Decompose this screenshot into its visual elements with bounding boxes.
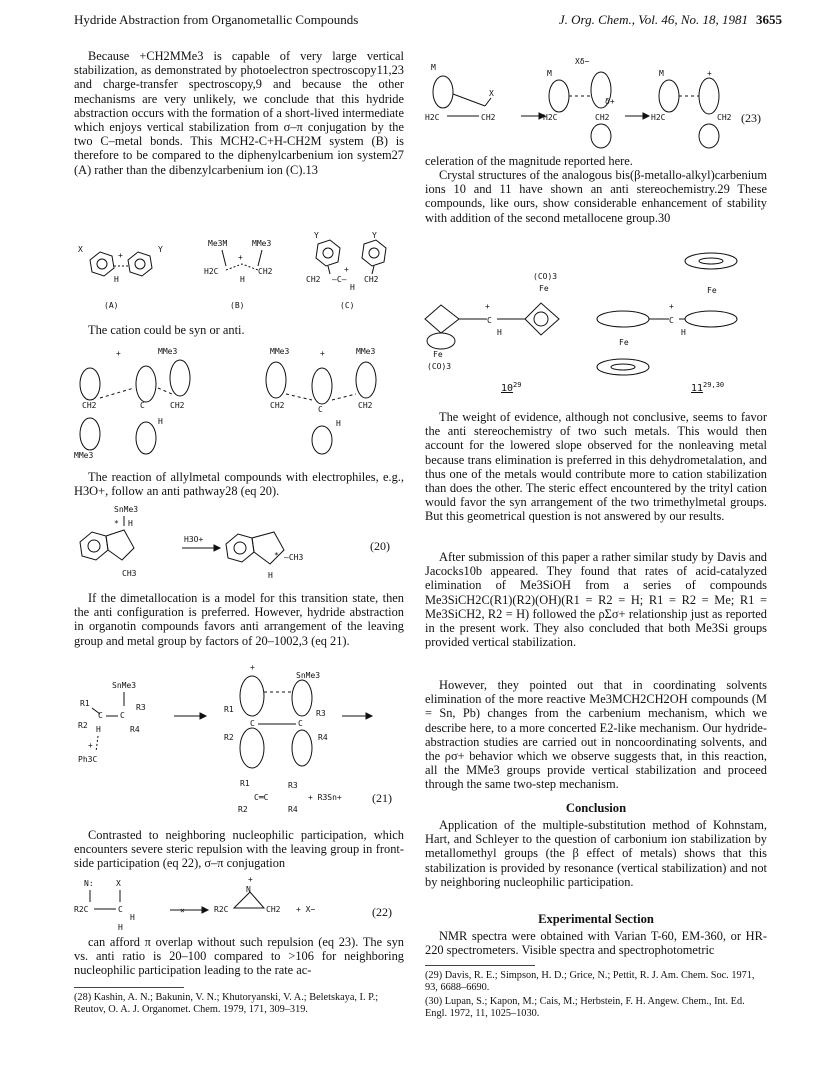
svg-text:X: X — [489, 89, 494, 98]
svg-text:H: H — [118, 923, 123, 932]
svg-text:R2C: R2C — [74, 905, 89, 914]
svg-text:R2: R2 — [238, 805, 248, 814]
eq23-stage-2 — [543, 57, 615, 148]
svg-text:C: C — [487, 316, 492, 325]
svg-text:C: C — [298, 719, 303, 728]
svg-text:H: H — [114, 275, 119, 284]
svg-text:R1: R1 — [224, 705, 234, 714]
svg-text:M: M — [431, 63, 436, 72]
svg-text:R4: R4 — [130, 725, 140, 734]
svg-text:R3: R3 — [136, 703, 146, 712]
svg-text:H: H — [497, 328, 502, 337]
svg-text:M: M — [547, 69, 552, 78]
page-number: 3655 — [756, 12, 782, 27]
svg-text:+: + — [669, 302, 674, 311]
left-paragraph-1: Because +CH2MMe3 is capable of very large vertical stabilization, as demonstrated by photoelectron spectroscopy11,23 and charge-transfer spectroscopy,9 and because the other mechanisms are very unlikely, we conclude that this hydride abstraction occurs with the formation of a short-lived intermediate which enjoys vertical stabilization from σ–π conjugation by the two C–metal bonds. This MCH2-C+H-CH2M system (B) is therefore to be compared to the diphenylcarbenium ion system27 (A) rather than the dibenzylcarbenium ion (C).13 — [74, 49, 404, 177]
svg-text:(CO)3: (CO)3 — [533, 272, 558, 281]
experimental-heading: Experimental Section — [538, 912, 654, 926]
svg-text:CH2: CH2 — [595, 113, 610, 122]
svg-text:R1: R1 — [240, 779, 250, 788]
svg-text:+: + — [238, 253, 243, 262]
svg-text:H: H — [268, 571, 273, 580]
svg-text:Me3M: Me3M — [208, 239, 228, 248]
running-header-title: Hydride Abstraction from Organometallic Compounds — [74, 12, 359, 27]
equation-number-23: (23) — [741, 111, 761, 125]
svg-text:R4: R4 — [318, 733, 328, 742]
svg-text:+: + — [707, 69, 712, 78]
scheme-eq21 — [74, 662, 404, 822]
svg-text:+: + — [344, 265, 349, 274]
svg-text:C═C: C═C — [254, 793, 269, 802]
svg-text:CH2: CH2 — [258, 267, 273, 276]
svg-text:H2C: H2C — [543, 113, 558, 122]
compound-11 — [597, 253, 737, 394]
label-b: (B) — [230, 301, 245, 310]
svg-text:R1: R1 — [80, 699, 90, 708]
equation-number-20: (20) — [370, 539, 390, 553]
svg-text:Y: Y — [372, 231, 377, 240]
right-paragraph-2: Crystal structures of the analogous bis(β-metallo-alkyl)carbenium ions 10 and 11 have shown an anti stereochemistry.29 These compounds, like ours, show considerable enhancement of stability with addition of the second metallocene group.30 — [425, 168, 767, 225]
right-paragraph-5: However, they pointed out that in coordinating solvents elimination of the more reactive Me3MCH2CH2OH compounds (M = Sn, Pb) changes from the carbenium mechanism, which we describe here, to a more concerted E2-like mechanism. Our hydride-abstraction studies are carried out in noncoordinating solvents, and the ρσ+ behavior which we observe suggests that, in this reaction, all the MMe3 groups provide vertical stabilization and proceed through the same two-step mechanism. — [425, 678, 767, 792]
svg-text:SnMe3: SnMe3 — [114, 505, 139, 514]
scheme-eq22 — [74, 872, 404, 932]
svg-text:+: + — [88, 741, 93, 750]
svg-text:C: C — [140, 401, 145, 410]
scheme-eq23 — [425, 50, 767, 150]
footnote-30: (30) Lupan, S.; Kapon, M.; Cais, M.; Herbstein, F. H. Angew. Chem., Int. Ed. Engl. 1972, 11, 1025–1030. — [425, 996, 745, 1019]
svg-text:H: H — [350, 283, 355, 292]
svg-text:CH2: CH2 — [270, 401, 285, 410]
svg-text:CH2: CH2 — [358, 401, 373, 410]
svg-text:X: X — [116, 879, 121, 888]
eq21-reactant — [78, 681, 146, 764]
svg-text:C: C — [250, 719, 255, 728]
svg-text:+ X−: + X− — [296, 905, 316, 914]
svg-text:CH2: CH2 — [717, 113, 732, 122]
left-paragraph-2: The cation could be syn or anti. — [88, 323, 245, 337]
svg-text:H: H — [240, 275, 245, 284]
scheme-syn-anti — [74, 342, 404, 460]
svg-text:+: + — [250, 663, 255, 672]
eq23-stage-1 — [425, 63, 496, 122]
right-paragraph-3: The weight of evidence, although not conclusive, seems to favor the anti stereochemistry of two such metals. This would then account for the lowered slope observed for the nonleaving metal because trans elimination is preferred in this dehydrometalation, and thus one of the metals would contribute more to cation stabilization than does the other. The steric effect encountered by the trityl cation would favor the syn arrangement of the two trimethylmetal groups. But this geometrical question is not answered by our results. — [425, 410, 767, 524]
svg-text:Fe: Fe — [539, 284, 549, 293]
label-c: (C) — [340, 301, 355, 310]
svg-text:MMe3: MMe3 — [270, 347, 290, 356]
right-paragraph-1: celeration of the magnitude reported here. — [425, 154, 633, 168]
indene-product — [226, 532, 303, 580]
svg-text:*: * — [114, 519, 119, 528]
journal-citation: J. Org. Chem., Vol. 46, No. 18, 1981 — [558, 12, 748, 27]
syn-orbital-structure — [74, 347, 190, 460]
svg-text:*: * — [274, 551, 279, 560]
svg-text:Y: Y — [158, 245, 163, 254]
svg-text:R2: R2 — [78, 721, 88, 730]
footnote-rule-left — [74, 987, 184, 988]
svg-text:CH2: CH2 — [306, 275, 321, 284]
svg-text:+ R3Sn+: + R3Sn+ — [308, 793, 342, 802]
indene-reactant — [80, 505, 138, 578]
svg-text:M: M — [659, 69, 664, 78]
scheme-eq20 — [74, 502, 404, 584]
svg-text:—C—: —C— — [332, 275, 347, 284]
svg-text:CH2: CH2 — [364, 275, 379, 284]
svg-text:R3: R3 — [316, 709, 326, 718]
svg-text:C: C — [118, 905, 123, 914]
svg-text:H: H — [128, 519, 133, 528]
structure-a — [78, 245, 163, 310]
svg-text:(CO)3: (CO)3 — [427, 362, 452, 371]
compound-10-label: $10^{29}$ — [501, 381, 522, 394]
svg-text:H2C: H2C — [425, 113, 440, 122]
svg-text:×: × — [180, 906, 185, 915]
svg-text:H: H — [336, 419, 341, 428]
svg-text:Fe: Fe — [707, 286, 717, 295]
svg-text:Ph3C: Ph3C — [78, 755, 98, 764]
svg-text:R2: R2 — [224, 733, 234, 742]
left-paragraph-5: Contrasted to neighboring nucleophilic participation, which encounters severe steric repulsion with the leaving group in front-side participation (eq 22), σ–π conjugation — [74, 828, 404, 871]
eq21-orbital-intermediate — [224, 663, 328, 768]
structure-b — [204, 239, 273, 310]
compound-10 — [425, 272, 559, 394]
svg-text:+: + — [485, 302, 490, 311]
svg-text:—CH3: —CH3 — [284, 553, 304, 562]
equation-number-21: (21) — [372, 791, 392, 805]
svg-text:C: C — [318, 405, 323, 414]
svg-text:C: C — [669, 316, 674, 325]
svg-text:N:: N: — [84, 879, 94, 888]
svg-text:MMe3: MMe3 — [74, 451, 94, 460]
svg-text:+: + — [118, 251, 123, 260]
conclusion-paragraph: Application of the multiple-substitution method of Kohnstam, Hart, and Schleyer to the question of carbonium ion stabilization by metallomethyl groups (the β effect of metals) shows that this stabilization is provided by resonance (vertical stabilization) and not by neighboring nucleophilic participation. — [425, 818, 767, 889]
scheme-compounds-10-11 — [425, 245, 767, 393]
scheme-abc — [74, 232, 404, 312]
svg-text:MMe3: MMe3 — [158, 347, 178, 356]
svg-text:+: + — [248, 875, 253, 884]
svg-text:Xδ−: Xδ− — [575, 57, 590, 66]
svg-text:H: H — [681, 328, 686, 337]
svg-text:X: X — [78, 245, 83, 254]
conclusion-heading: Conclusion — [565, 801, 627, 815]
svg-text:SnMe3: SnMe3 — [112, 681, 137, 690]
svg-text:SnMe3: SnMe3 — [296, 671, 321, 680]
footnote-28: (28) Kashin, A. N.; Bakunin, V. N.; Khutoryanski, V. A.; Beletskaya, I. P.; Reutov, O. A. J. Organomet. Chem. 1979, 171, 309–319. — [74, 992, 379, 1015]
experimental-paragraph: NMR spectra were obtained with Varian T-60, EM-360, or HR-220 spectrometers. Visible spectra and spectrophotometric — [425, 929, 767, 958]
svg-text:R2C: R2C — [214, 905, 229, 914]
svg-text:R3: R3 — [288, 781, 298, 790]
svg-text:Fe: Fe — [619, 338, 629, 347]
svg-text:CH2: CH2 — [82, 401, 97, 410]
svg-text:+: + — [320, 349, 325, 358]
svg-text:MMe3: MMe3 — [252, 239, 272, 248]
svg-text:+: + — [116, 349, 121, 358]
footnote-29: (29) Davis, R. E.; Simpson, H. D.; Grice, N.; Pettit, R. J. Am. Chem. Soc. 1971, 93, 6688–6690. — [425, 970, 755, 993]
svg-text:R4: R4 — [288, 805, 298, 814]
structure-c — [306, 231, 386, 310]
compound-11-label: 11$^{29,30}$ — [691, 381, 725, 394]
svg-text:CH2: CH2 — [170, 401, 185, 410]
svg-text:H3O+: H3O+ — [184, 535, 204, 544]
anti-orbital-structure — [266, 347, 376, 454]
svg-text:H: H — [130, 913, 135, 922]
right-paragraph-4: After submission of this paper a rather similar study by Davis and Jacocks10b appeared. They found that rates of acid-catalyzed elimination of Me3SiOH from a series of compounds Me3SiCH2C(R1)(R2)(OH)(R1 = R2 = H; R1 = R2 = Me; R1 = Me3SiCH2, R2 = H) followed the ρΣσ+ relationship just as reported in the present work. They also concluded that both Me3Si groups provided vertical stabilization. — [425, 550, 767, 650]
svg-text:CH2: CH2 — [481, 113, 496, 122]
svg-text:N: N — [246, 885, 251, 894]
svg-text:Y: Y — [314, 231, 319, 240]
eq21-product — [238, 779, 342, 814]
left-paragraph-4: If the dimetallocation is a model for this transition state, then the anti configuration is preferred. However, hydride abstraction in organotin compounds favors anti arrangement of the leaving group and metal group by factors of 20–1002,3 (eq 21). — [74, 591, 404, 648]
svg-text:MMe3: MMe3 — [356, 347, 376, 356]
svg-text:H: H — [96, 725, 101, 734]
left-paragraph-3: The reaction of allylmetal compounds with electrophiles, e.g., H3O+, follow an anti pathway28 (eq 20). — [74, 470, 404, 499]
svg-text:H2C: H2C — [204, 267, 219, 276]
svg-text:CH2: CH2 — [266, 905, 281, 914]
footnote-rule-right — [425, 965, 535, 966]
equation-number-22: (22) — [372, 905, 392, 919]
svg-text:C: C — [120, 711, 125, 720]
svg-text:H2C: H2C — [651, 113, 666, 122]
svg-text:δ+: δ+ — [605, 97, 615, 106]
label-a: (A) — [104, 301, 119, 310]
svg-text:H: H — [158, 417, 163, 426]
svg-text:C: C — [98, 711, 103, 720]
left-paragraph-6: can afford π overlap without such repulsion (eq 23). The syn vs. anti ratio is 20–100 compared to >106 for neighboring nucleophilic participation leading to the rate ac- — [74, 935, 404, 978]
running-header-journal — [559, 12, 782, 28]
svg-text:Fe: Fe — [433, 350, 443, 359]
svg-text:CH3: CH3 — [122, 569, 137, 578]
eq23-stage-3 — [651, 69, 732, 148]
